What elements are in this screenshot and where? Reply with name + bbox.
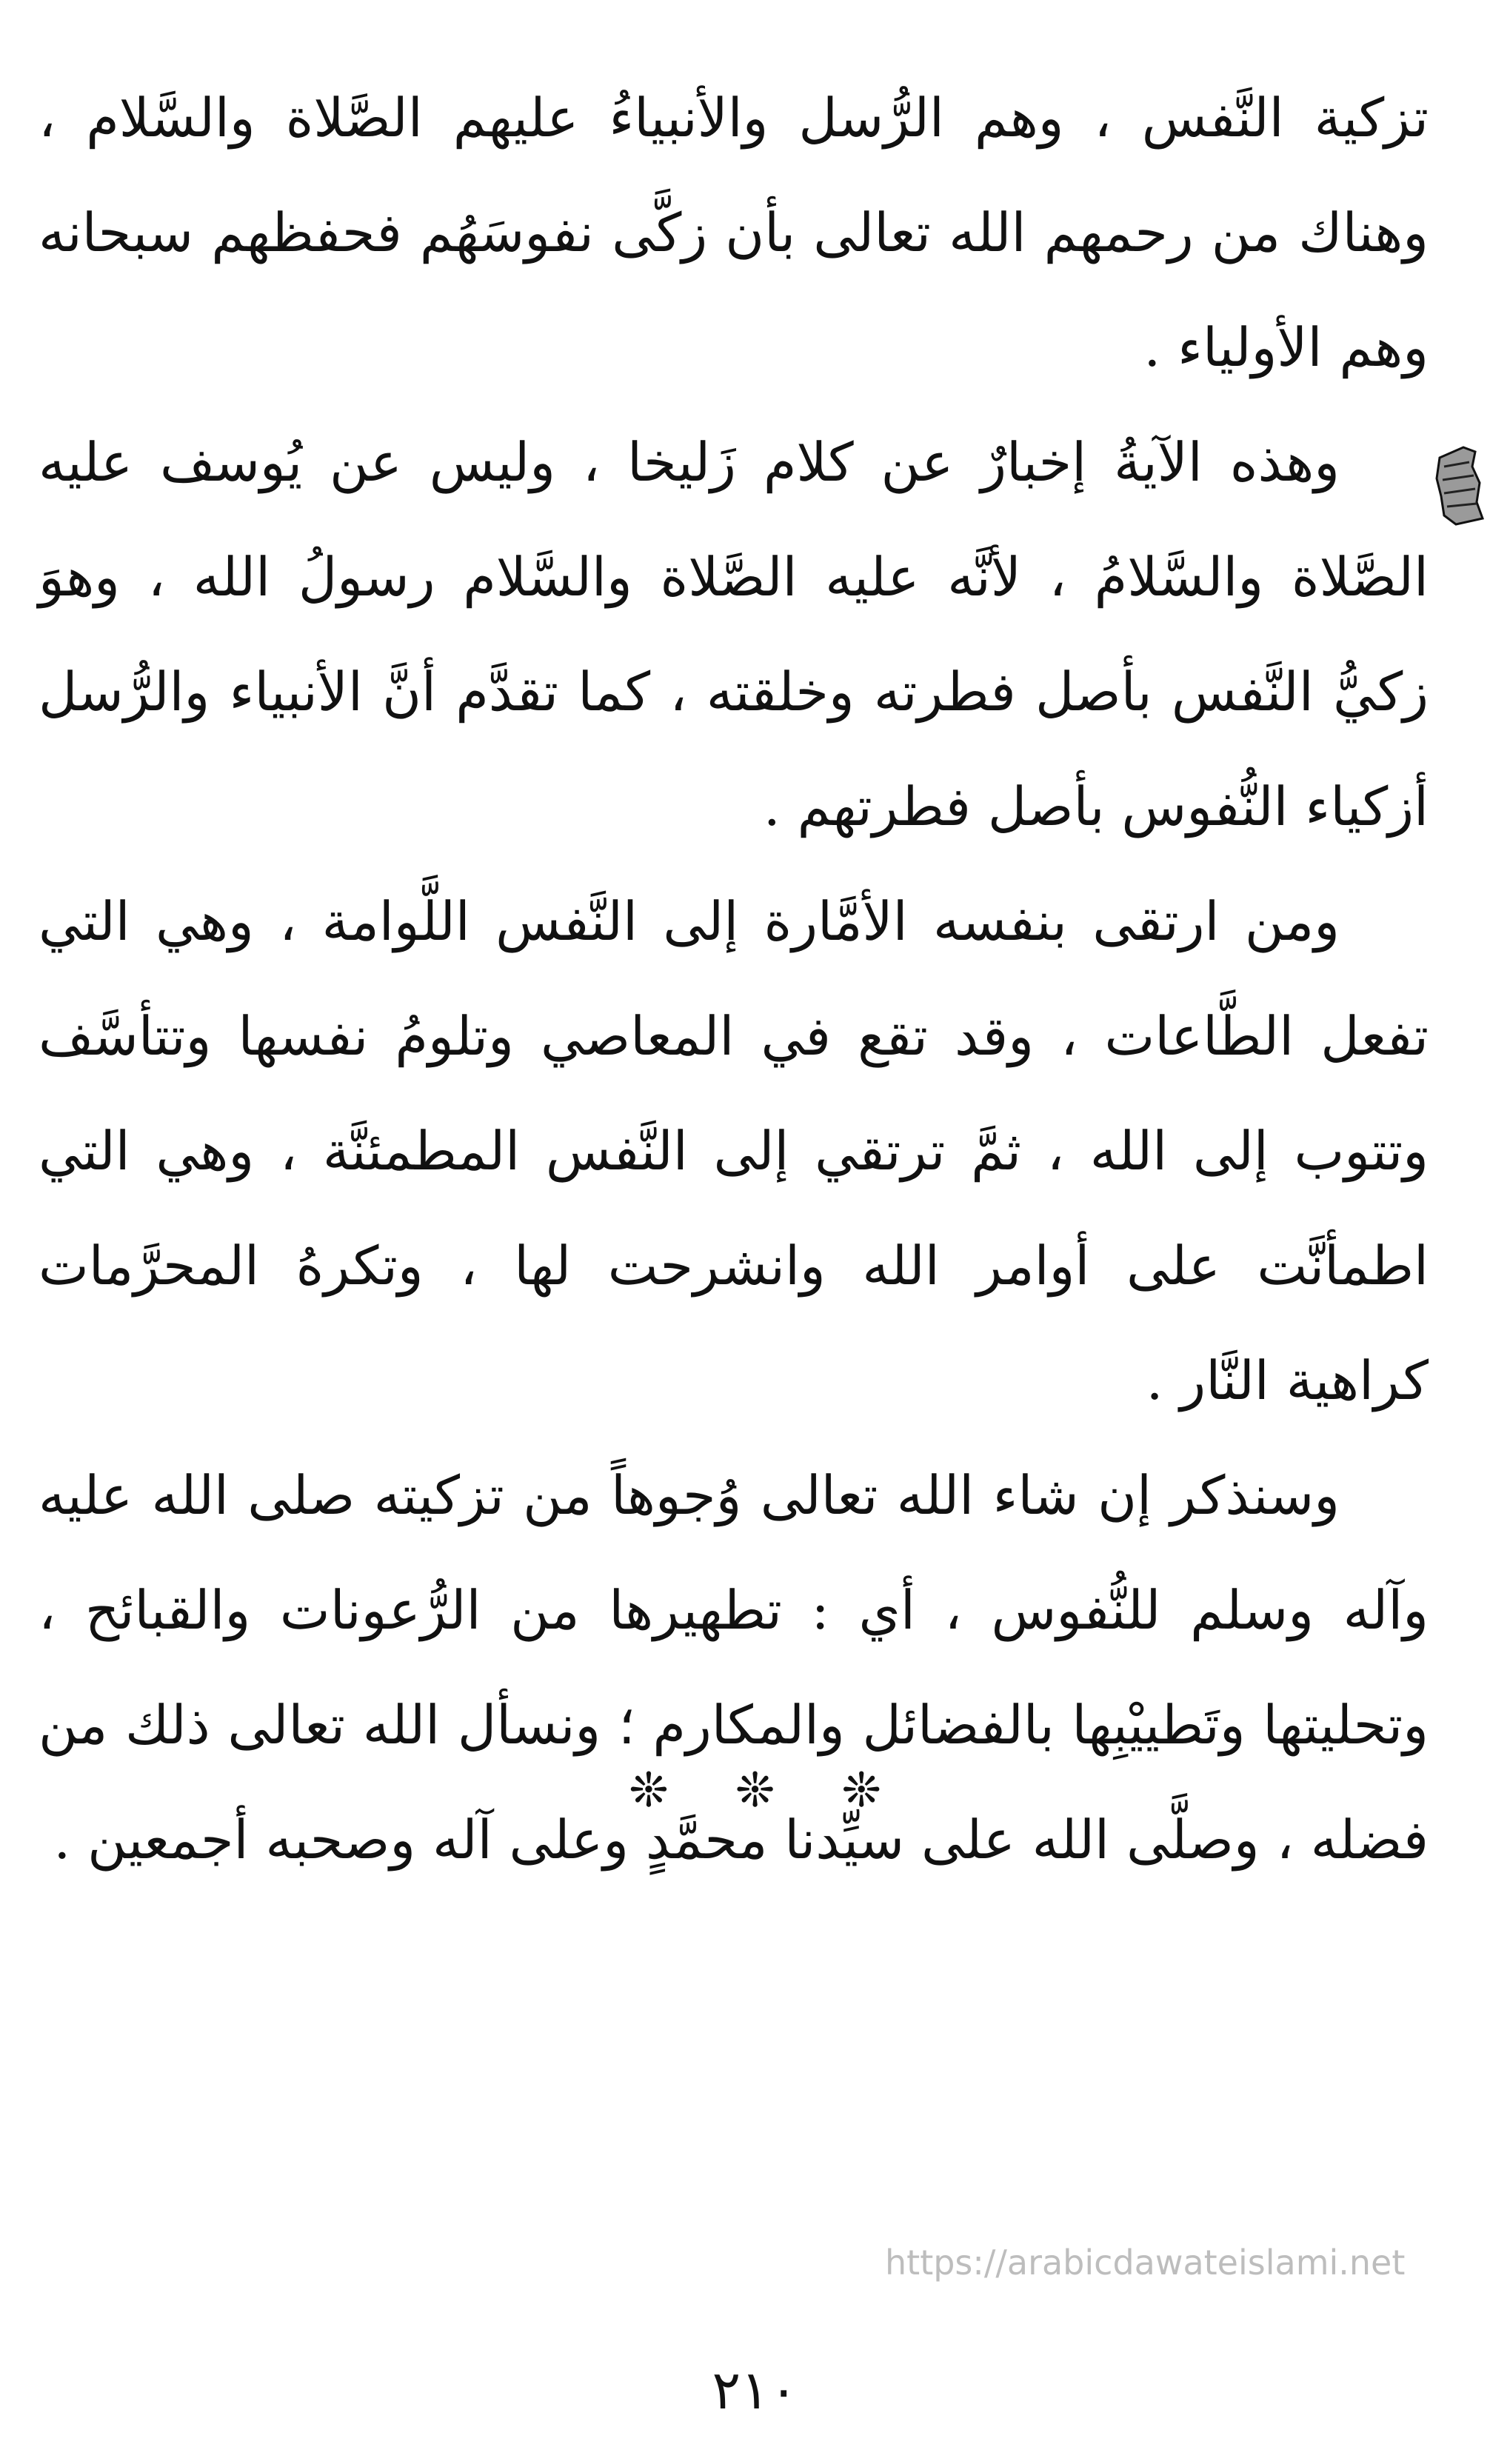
page-number: ٢١٠: [712, 2359, 798, 2421]
paragraph-4: وسنذكر إن شاء الله تعالى وُجوهاً من تزكيته صلى الله عليه وآله وسلم للنُّفوس ، أي : تطهيرها من الرُّعونات والقبائح ، وتحليتها وتَطييْبِها بالفضائل والمكارم ؛ ونسأل الله تعالى ذلك من فضله ، وصلَّى الله على سيِّدنا محمَّدٍ وعلى آله وصحبه أجمعين .: [39, 1464, 1429, 1871]
paragraph-1: تزكية النَّفس ، وهم الرُّسل والأنبياءُ عليهم الصَّلاة والسَّلام ، وهناك من رحمهم الله تعالى بأن زكَّى نفوسَهُم فحفظهم سبحانه وهم الأولياء .: [39, 87, 1429, 378]
paragraph-2: وهذه الآيةُ إخبارٌ عن كلام زَليخا ، وليس عن يُوسف عليه الصَّلاة والسَّلامُ ، لأنَّه عليه الصَّلاة والسَّلام رسولُ الله ، وهوَ زكيُّ النَّفس بأصل فطرته وخلقته ، كما تقدَّم أنَّ الأنبياء والرُّسل أزكياء النُّفوس بأصل فطرتهم .: [39, 431, 1429, 838]
section-separator: [0, 1761, 1510, 1820]
separator-star-icon: ❊: [629, 1763, 669, 1818]
paragraph-3: ومن ارتقى بنفسه الأمَّارة إلى النَّفس اللَّوامة ، وهي التي تفعل الطَّاعات ، وقد تقع في المعاصي وتلومُ نفسها وتتأسَّف وتتوب إلى الله ، ثمَّ ترتقي إلى النَّفس المطمئنَّة ، وهي التي اطمأنَّت على أوامر الله وانشرحت لها ، وتكرهُ المحرَّمات كراهية النَّار .: [39, 890, 1429, 1412]
margin-scribble-icon: [1434, 444, 1486, 527]
body-text: [39, 61, 1429, 1897]
separator-star-icon: ❊: [841, 1763, 881, 1818]
watermark-url: https://arabicdawateislami.net: [885, 2243, 1406, 2283]
separator-star-icon: ❊: [735, 1763, 775, 1818]
